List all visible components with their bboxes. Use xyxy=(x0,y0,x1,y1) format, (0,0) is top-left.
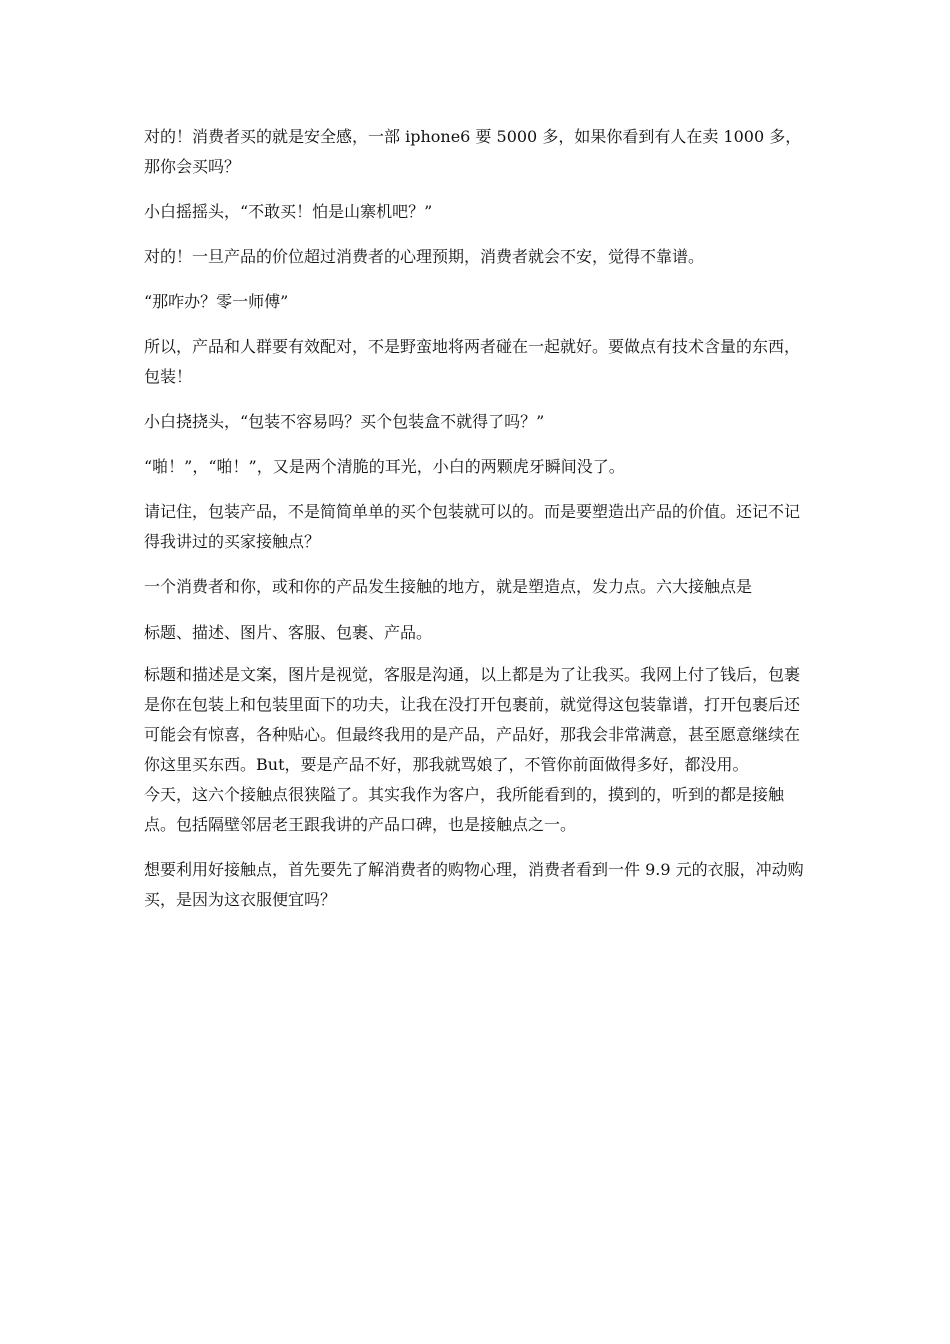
paragraph-11: 标题和描述是文案，图片是视觉，客服是沟通，以上都是为了让我买。我网上付了钱后，包裹是你在包装上和包装里面下的功夫，让我在没打开包裹前，就觉得这包装靠谱，打开包裹后还可能会有惊喜，各种贴心。但最终我用的是产品，产品好，那我会非常满意，甚至愿意继续在你这里买东西。But，要是产品不好，那我就骂娘了，不管你前面做得多好，都没用。 xyxy=(144,665,801,774)
paragraph-7: “啪！”，“啪！”，又是两个清脆的耳光，小白的两颗虎牙瞬间没了。 xyxy=(144,457,625,476)
paragraph-8: 请记住，包装产品，不是简简单单的买个包装就可以的。而是要塑造出产品的价值。还记不记得我讲过的买家接触点？ xyxy=(144,502,801,551)
paragraph-10: 标题、描述、图片、客服、包裹、产品。 xyxy=(144,623,433,642)
paragraph-12: 今天，这六个接触点很狭隘了。其实我作为客户，我所能看到的，摸到的，听到的都是接触点。包括隔壁邻居老王跟我讲的产品口碑，也是接触点之一。 xyxy=(144,785,785,834)
document-body xyxy=(144,122,808,915)
paragraph-6: 小白挠挠头，“包装不容易吗？买个包装盒不就得了吗？” xyxy=(144,412,545,431)
paragraph-9: 一个消费者和你，或和你的产品发生接触的地方，就是塑造点，发力点。六大接触点是 xyxy=(144,577,753,596)
paragraph-4: “那咋办？零一师傅” xyxy=(144,292,289,311)
paragraph-1: 对的！消费者买的就是安全感，一部 iphone6 要 5000 多，如果你看到有人在卖 1000 多，那你会买吗？ xyxy=(144,127,802,176)
paragraph-2: 小白摇摇头，“不敢买！怕是山寨机吧？” xyxy=(144,202,433,221)
paragraph-5: 所以，产品和人群要有效配对，不是野蛮地将两者碰在一起就好。要做点有技术含量的东西，包装！ xyxy=(144,337,801,386)
paragraph-13: 想要利用好接触点，首先要先了解消费者的购物心理，消费者看到一件 9.9 元的衣服，冲动购买，是因为这衣服便宜吗？ xyxy=(144,860,804,909)
paragraph-3: 对的！一旦产品的价位超过消费者的心理预期，消费者就会不安，觉得不靠谱。 xyxy=(144,247,705,266)
